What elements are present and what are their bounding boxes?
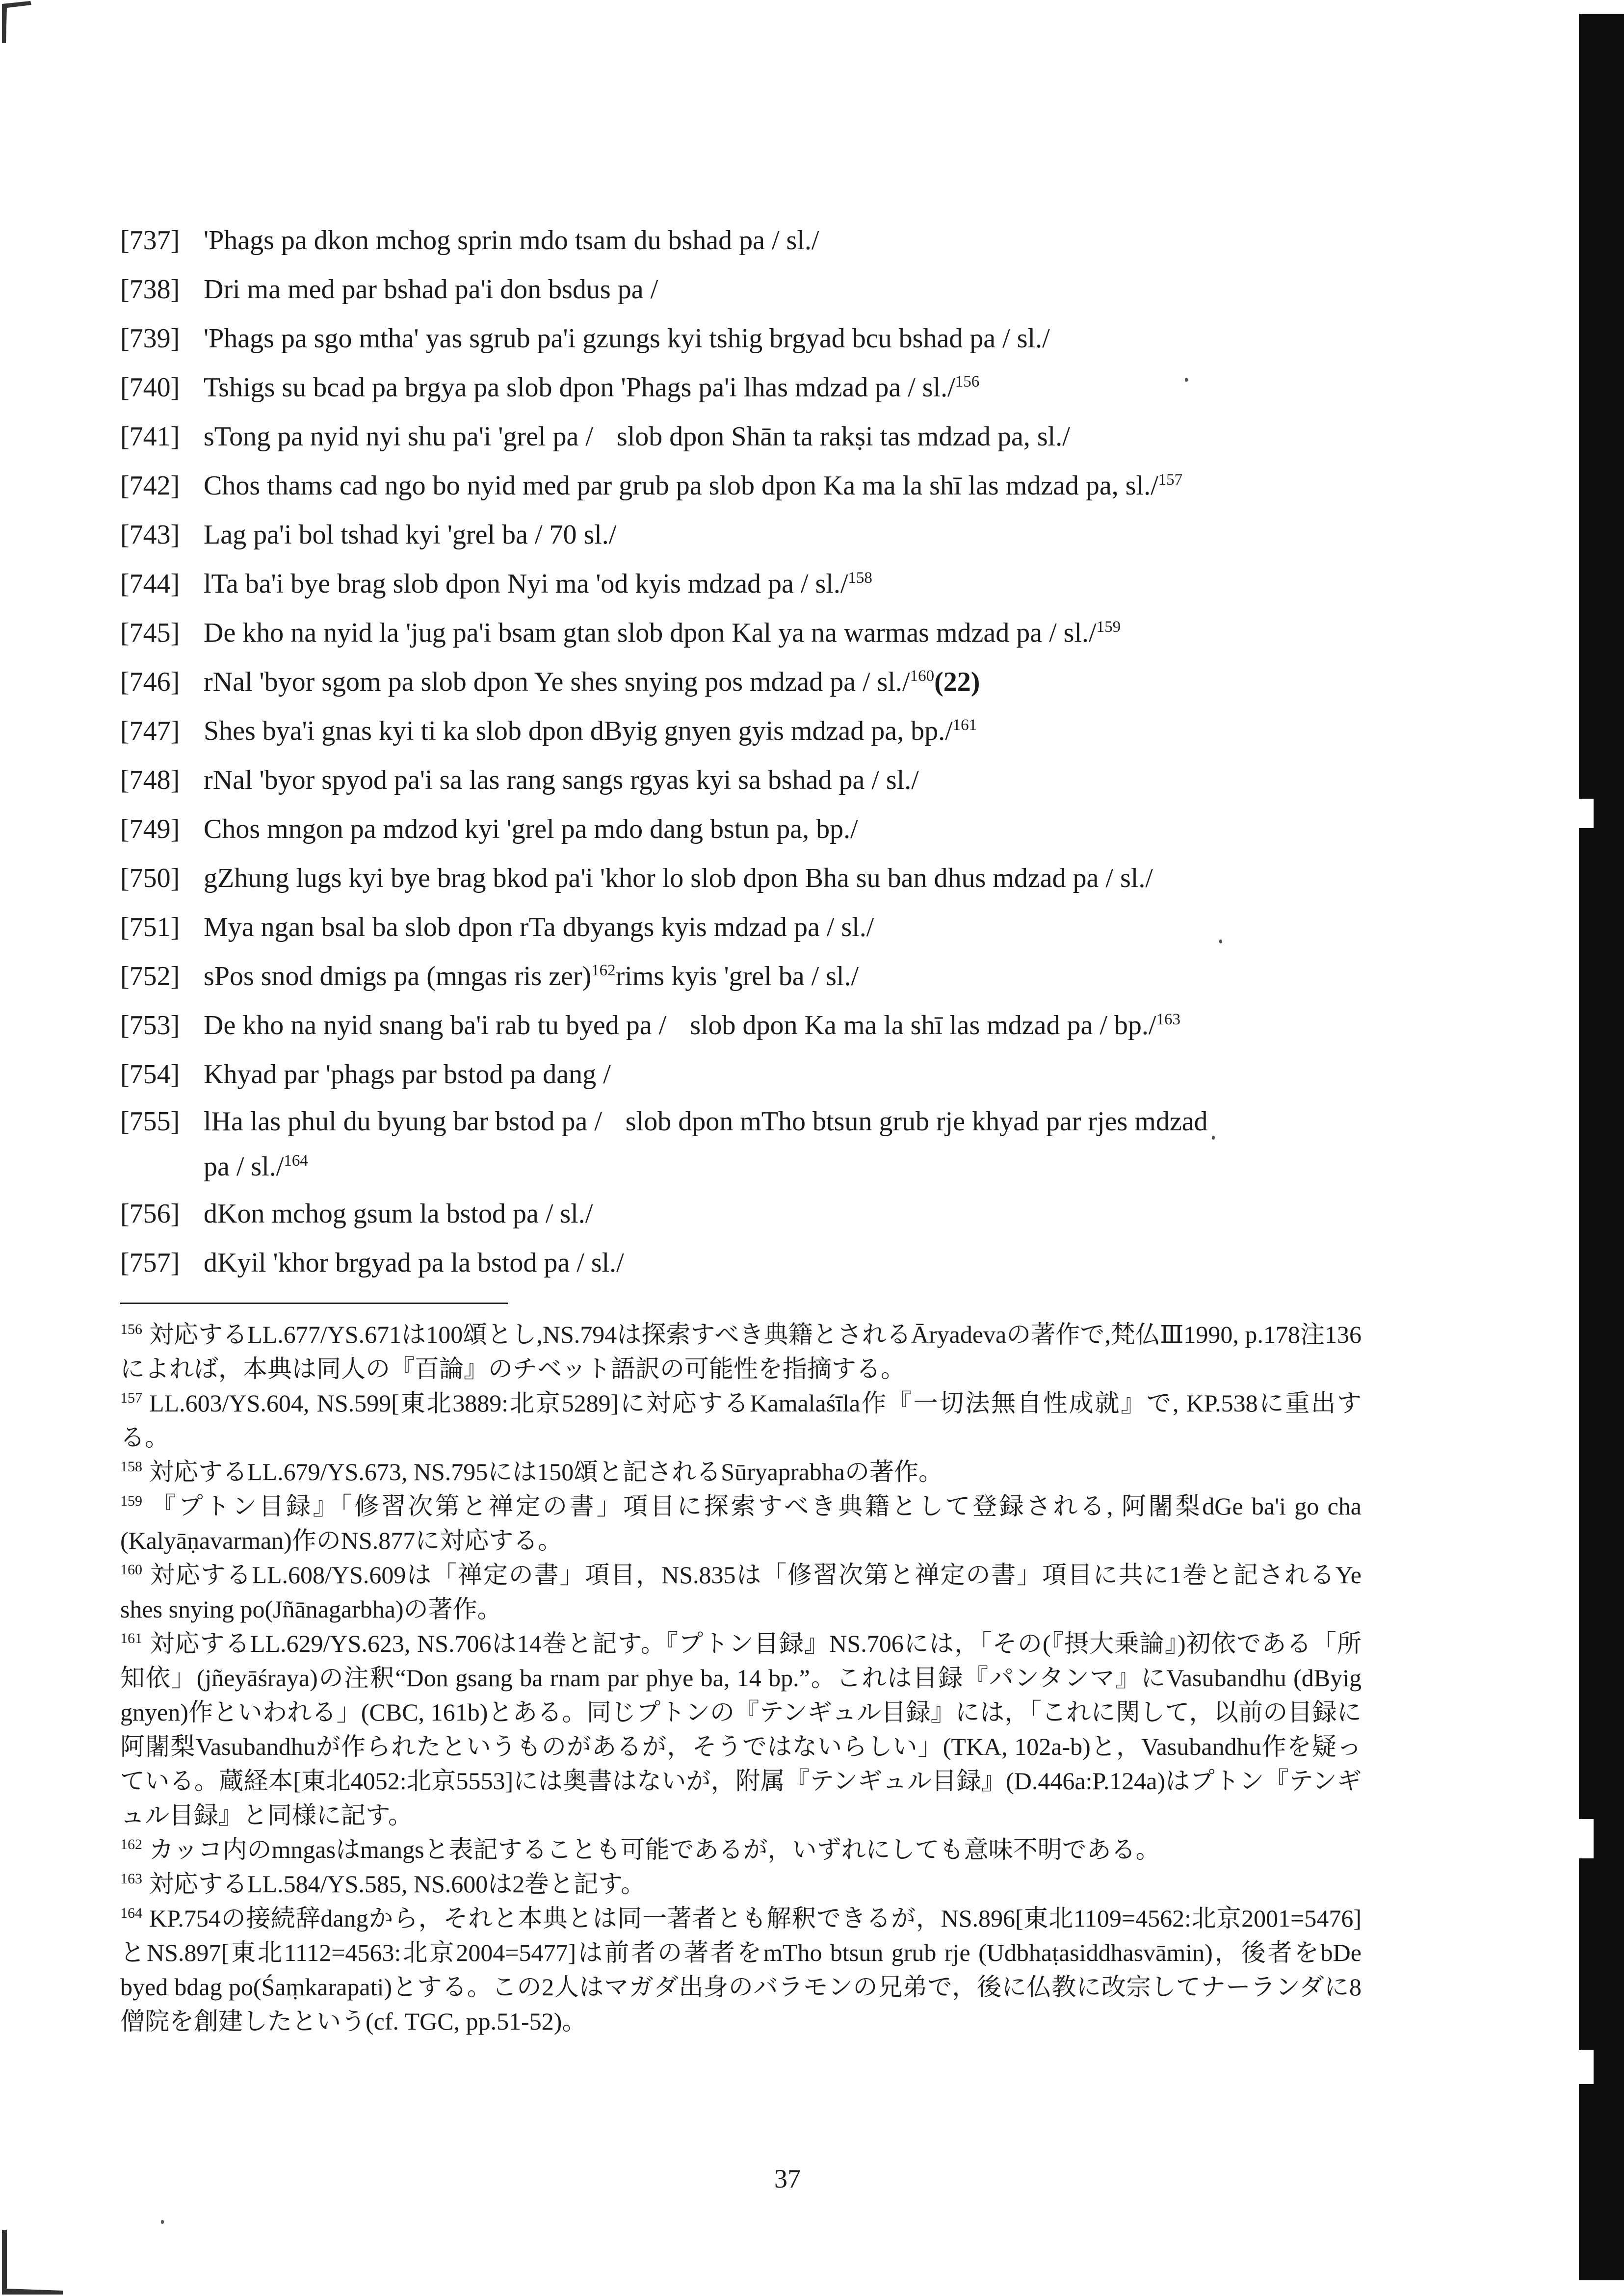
footnote-text: 対応するLL.608/YS.609は「禅定の書」項目，NS.835は「修習次第と禅定の書」項目に共に1巻と記されるYe shes snying po(Jñānagarbha)の著作。 <box>120 1561 1362 1623</box>
entry-title: De kho na nyid snang ba'i rab tu byed pa / <box>204 1010 667 1041</box>
footnote <box>120 1489 1362 1558</box>
footnote-text: 対応するLL.679/YS.673, NS.795には150頌と記されるSūryaprabhaの著作。 <box>149 1458 943 1486</box>
entry-title: lTa ba'i bye brag slob dpon Nyi ma 'od kyis mdzad pa / sl./ <box>204 569 848 599</box>
catalog-entry <box>120 657 1357 706</box>
entry-number: [746] <box>120 667 180 697</box>
footnote-number: 161 <box>120 1630 142 1646</box>
entry-title: Shes bya'i gnas kyi ti ka slob dpon dByig gnyen gyis mdzad pa, bp./ <box>204 716 953 746</box>
entry-title-rest: rims kyis 'grel ba / sl./ <box>615 961 859 991</box>
entry-title: 'Phags pa sgo mtha' yas sgrub pa'i gzungs kyi tshig brgyad bcu bshad pa / sl./ <box>204 323 1050 354</box>
catalog-entry <box>120 314 1357 363</box>
catalog-entry <box>120 903 1357 952</box>
footnote <box>120 1558 1362 1626</box>
entry-title: Mya ngan bsal ba slob dpon rTa dbyangs kyis mdzad pa / sl./ <box>204 912 874 942</box>
catalog-entry <box>120 559 1357 608</box>
footnote <box>120 1832 1362 1867</box>
entry-number: [738] <box>120 274 180 305</box>
footnote-ref: 157 <box>1158 471 1183 489</box>
footnote-text: 対応するLL.629/YS.623, NS.706は14巻と記す。『プトン目録』NS.706には，「その(『摂大乗論』)初依である「所知依」(jñeyāśraya)の注釈“Don gsang ba rnam par phye ba, 14 bp.”。これは目録『パンタンマ』にVasubandhu (dByig gnyen)作といわれる」(CBC, 161b)とある。同じプトンの『テンギュル目録』には，「これに関して，以前の目録に阿闍梨Vasubandhuが作られたというものがあるが，そうではないらしい」(TKA, 102a-b)と，Vasubandhu作を疑っている。蔵経本[東北4052:北京5553]には奥書はないが，附属『テンギュル目録』(D.446a:P.124a)はプトン『テンギュル目録』と同様に記す。 <box>120 1630 1362 1829</box>
catalog-entry <box>120 461 1357 510</box>
entry-number: [754] <box>120 1059 180 1090</box>
catalog-entry <box>120 1050 1357 1099</box>
entry-number: [741] <box>120 421 180 452</box>
entry-number: [737] <box>120 225 180 256</box>
footnote-text: 対応するLL.677/YS.671は100頌とし,NS.794は探索すべき典籍とされるĀryadevaの著作で,梵仏Ⅲ1990, p.178注136によれば，本典は同人の『百論』のチベット語訳の可能性を指摘する。 <box>120 1321 1362 1383</box>
footnote <box>120 1626 1362 1832</box>
entry-title: gZhung lugs kyi bye brag bkod pa'i 'khor lo slob dpon Bha su ban dhus mdzad pa / sl./ <box>204 863 1153 893</box>
footnote-number: 164 <box>120 1905 142 1921</box>
footnote-number: 163 <box>120 1871 142 1887</box>
catalog-entry <box>120 706 1357 756</box>
footnote-divider <box>120 1303 508 1304</box>
scan-speck <box>161 2220 164 2224</box>
entry-number: [740] <box>120 372 180 403</box>
catalog-entry <box>120 412 1357 461</box>
entry-title: Tshigs su bcad pa brgya pa slob dpon 'Phags pa'i lhas mdzad pa / sl./ <box>204 372 955 403</box>
page-number: 37 <box>774 2164 801 2193</box>
scan-edge-shadow <box>1579 14 1624 2280</box>
entry-number: [743] <box>120 520 180 550</box>
footnote-text: 『プトン目録』「修習次第と禅定の書」項目に探索すべき典籍として登録される, 阿闍梨dGe ba'i go cha (Kalyāṇavarman)作のNS.877に対応する。 <box>120 1492 1362 1554</box>
entry-title: Lag pa'i bol tshad kyi 'grel ba / 70 sl./ <box>204 520 617 550</box>
entry-number: [747] <box>120 716 180 746</box>
footnote-number: 159 <box>120 1493 142 1509</box>
entry-title: Chos mngon pa mdzod kyi 'grel pa mdo dang bstun pa, bp./ <box>204 814 858 844</box>
footnote <box>120 1317 1362 1386</box>
catalog-entry <box>120 216 1357 265</box>
entry-title: lHa las phul du byung bar bstod pa / <box>204 1106 602 1137</box>
catalog-entry <box>120 363 1357 412</box>
footnote <box>120 1867 1362 1901</box>
catalog-entry <box>120 952 1357 1001</box>
footnote-text: カッコ内のmngasはmangsと表記することも可能であるが，いずれにしても意味不明である。 <box>149 1836 1160 1863</box>
footnote-ref: 159 <box>1096 618 1121 636</box>
footnote <box>120 1901 1362 2038</box>
entry-number: [753] <box>120 1010 180 1041</box>
entry-number: [755] <box>120 1106 180 1137</box>
footnotes <box>120 1317 1362 2038</box>
footnote-ref: 160 <box>910 667 935 685</box>
catalog-entry <box>120 1099 1357 1189</box>
catalog-entry <box>120 265 1357 314</box>
entry-title: dKon mchog gsum la bstod pa / sl./ <box>204 1199 593 1229</box>
entry-title: sPos snod dmigs pa (mngas ris zer) <box>204 961 592 991</box>
footnote-ref: 156 <box>955 373 980 391</box>
footnote-text: 対応するLL.584/YS.585, NS.600は2巻と記す。 <box>149 1870 646 1898</box>
catalog-entry <box>120 1189 1357 1238</box>
catalog-entry-list <box>120 216 1357 1287</box>
footnote <box>120 1455 1362 1489</box>
entry-title: Khyad par 'phags par bstod pa dang / <box>204 1059 611 1090</box>
entry-number: [751] <box>120 912 180 942</box>
entry-number: [756] <box>120 1199 180 1229</box>
entry-continuation: pa / sl./ <box>204 1151 284 1182</box>
entry-author: slob dpon Shān ta rakṣi tas mdzad pa, sl./ <box>616 421 1070 452</box>
footnote-number: 158 <box>120 1459 142 1475</box>
catalog-entry <box>120 510 1357 559</box>
footnote-text: KP.754の接続辞dangから，それと本典とは同一著者とも解釈できるが，NS.896[東北1109=4562:北京2001=5476]とNS.897[東北1112=4563:北京2004=5477]は前者の著者をmTho btsun grub rje (Udbhaṭasiddhasvāmin)，後者をbDe byed bdag po(Śaṃkarapati)とする。この2人はマガダ出身のバラモンの兄弟で，後に仏教に改宗してナーランダに8僧院を創建したという(cf. TGC, pp.51-52)。 <box>120 1905 1362 2035</box>
section-marker: (22) <box>934 667 980 697</box>
entry-number: [750] <box>120 863 180 893</box>
catalog-entry <box>120 805 1357 854</box>
entry-title: Chos thams cad ngo bo nyid med par grub pa slob dpon Ka ma la shī las mdzad pa, sl./ <box>204 470 1158 501</box>
entry-author: slob dpon mTho btsun grub rje khyad par rjes mdzad <box>625 1106 1208 1137</box>
entry-title: Dri ma med par bshad pa'i don bsdus pa / <box>204 274 658 305</box>
entry-number: [739] <box>120 323 180 354</box>
entry-number: [752] <box>120 961 180 991</box>
footnote-number: 156 <box>120 1321 142 1337</box>
catalog-entry <box>120 756 1357 805</box>
entry-title: rNal 'byor spyod pa'i sa las rang sangs rgyas kyi sa bshad pa / sl./ <box>204 765 919 795</box>
footnote-number: 157 <box>120 1390 142 1406</box>
entry-title: De kho na nyid la 'jug pa'i bsam gtan slob dpon Kal ya na warmas mdzad pa / sl./ <box>204 618 1097 648</box>
footnote-ref: 164 <box>284 1152 308 1170</box>
entry-title: dKyil 'khor brgyad pa la bstod pa / sl./ <box>204 1248 624 1278</box>
footnote-ref: 163 <box>1156 1011 1180 1028</box>
footnote-ref: 158 <box>848 569 872 587</box>
catalog-entry <box>120 1238 1357 1287</box>
catalog-entry <box>120 854 1357 903</box>
entry-number: [745] <box>120 618 180 648</box>
scan-corner-mark-icon <box>0 2230 64 2296</box>
footnote-text: LL.603/YS.604, NS.599[東北3889:北京5289]に対応するKamalaśīla作『一切法無自性成就』で, KP.538に重出する。 <box>120 1389 1362 1451</box>
entry-number: [742] <box>120 470 180 501</box>
footnote <box>120 1386 1362 1455</box>
entry-title: 'Phags pa dkon mchog sprin mdo tsam du bshad pa / sl./ <box>204 225 819 256</box>
footnote-ref: 162 <box>591 962 616 979</box>
entry-title: sTong pa nyid nyi shu pa'i 'grel pa / <box>204 421 593 452</box>
catalog-entry <box>120 608 1357 657</box>
scan-corner-mark-icon <box>0 0 34 44</box>
footnote-number: 162 <box>120 1836 142 1852</box>
footnote-number: 160 <box>120 1562 142 1578</box>
entry-number: [757] <box>120 1248 180 1278</box>
entry-title: rNal 'byor sgom pa slob dpon Ye shes snying pos mdzad pa / sl./ <box>204 667 910 697</box>
catalog-entry <box>120 1001 1357 1050</box>
footnote-ref: 161 <box>952 716 977 734</box>
entry-author: slob dpon Ka ma la shī las mdzad pa / bp./ <box>690 1010 1156 1041</box>
entry-number: [748] <box>120 765 180 795</box>
entry-number: [744] <box>120 569 180 599</box>
entry-number: [749] <box>120 814 180 844</box>
